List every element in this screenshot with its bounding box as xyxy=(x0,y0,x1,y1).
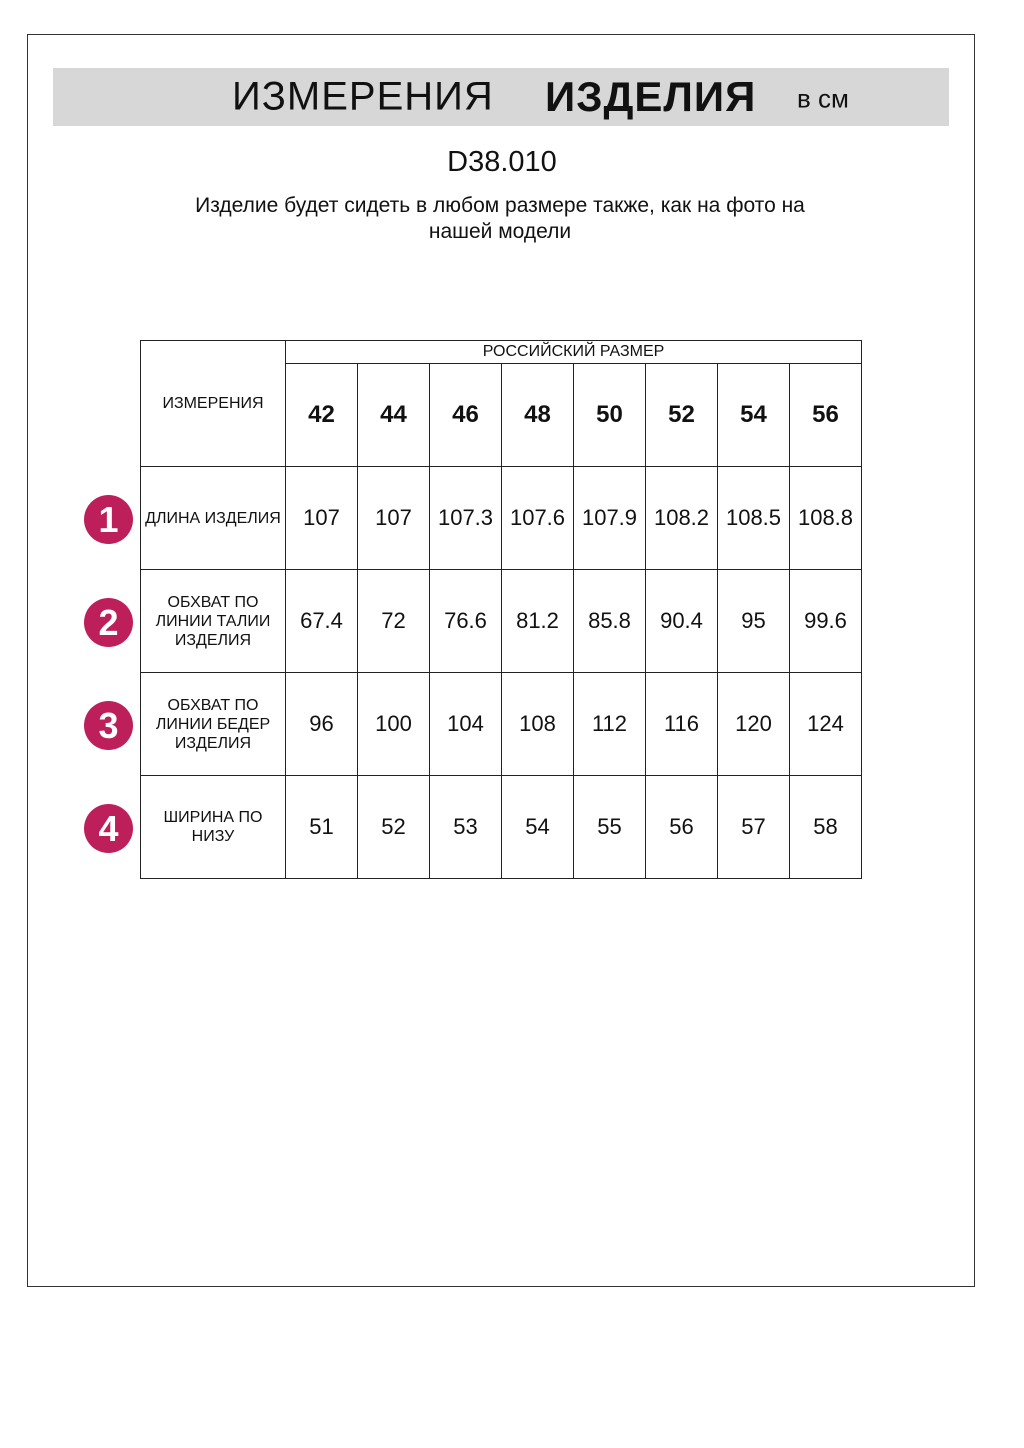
cell-value: 108.8 xyxy=(790,467,862,570)
cell-value: 76.6 xyxy=(430,570,502,673)
cell-value: 107 xyxy=(286,467,358,570)
cell-value: 55 xyxy=(574,776,646,879)
size-group-label: РОССИЙСКИЙ РАЗМЕР xyxy=(286,341,862,364)
badge-2-icon: 2 xyxy=(84,598,133,647)
row-label-hem-width: ШИРИНА ПО НИЗУ xyxy=(141,776,286,879)
badge-1-icon: 1 xyxy=(84,495,133,544)
cell-value: 112 xyxy=(574,673,646,776)
title-unit: в см xyxy=(797,83,849,114)
size-header: 52 xyxy=(646,364,718,467)
row-label-hips: ОБХВАТ ПО ЛИНИИ БЕДЕР ИЗДЕЛИЯ xyxy=(141,673,286,776)
corner-label: ИЗМЕРЕНИЯ xyxy=(141,341,286,467)
cell-value: 57 xyxy=(718,776,790,879)
title-banner xyxy=(53,68,949,126)
cell-value: 107 xyxy=(358,467,430,570)
cell-value: 99.6 xyxy=(790,570,862,673)
cell-value: 100 xyxy=(358,673,430,776)
fit-note: Изделие будет сидеть в любом размере также, как на фото на нашей модели xyxy=(195,194,805,243)
size-header: 44 xyxy=(358,364,430,467)
title-item: ИЗДЕЛИЯ xyxy=(545,73,757,120)
cell-value: 107.9 xyxy=(574,467,646,570)
cell-value: 53 xyxy=(430,776,502,879)
badge-3-icon: 3 xyxy=(84,701,133,750)
cell-value: 124 xyxy=(790,673,862,776)
cell-value: 107.6 xyxy=(502,467,574,570)
cell-value: 52 xyxy=(358,776,430,879)
size-header: 54 xyxy=(718,364,790,467)
cell-value: 81.2 xyxy=(502,570,574,673)
cell-value: 96 xyxy=(286,673,358,776)
cell-value: 67.4 xyxy=(286,570,358,673)
row-label-waist: ОБХВАТ ПО ЛИНИИ ТАЛИИ ИЗДЕЛИЯ xyxy=(141,570,286,673)
cell-value: 95 xyxy=(718,570,790,673)
size-header: 56 xyxy=(790,364,862,467)
size-header: 42 xyxy=(286,364,358,467)
cell-value: 58 xyxy=(790,776,862,879)
cell-value: 72 xyxy=(358,570,430,673)
badge-4-icon: 4 xyxy=(84,804,133,853)
cell-value: 90.4 xyxy=(646,570,718,673)
row-label-length: ДЛИНА ИЗДЕЛИЯ xyxy=(141,467,286,570)
cell-value: 56 xyxy=(646,776,718,879)
size-header: 46 xyxy=(430,364,502,467)
cell-value: 54 xyxy=(502,776,574,879)
table-row xyxy=(141,776,862,879)
table-row xyxy=(141,673,862,776)
table-row xyxy=(141,467,862,570)
table-row xyxy=(141,570,862,673)
size-header: 50 xyxy=(574,364,646,467)
cell-value: 104 xyxy=(430,673,502,776)
cell-value: 116 xyxy=(646,673,718,776)
cell-value: 85.8 xyxy=(574,570,646,673)
cell-value: 108.2 xyxy=(646,467,718,570)
cell-value: 108 xyxy=(502,673,574,776)
cell-value: 107.3 xyxy=(430,467,502,570)
size-table xyxy=(140,340,862,879)
cell-value: 108.5 xyxy=(718,467,790,570)
title-measurements: ИЗМЕРЕНИЯ xyxy=(232,74,494,119)
size-header: 48 xyxy=(502,364,574,467)
cell-value: 51 xyxy=(286,776,358,879)
cell-value: 120 xyxy=(718,673,790,776)
product-code: D38.010 xyxy=(447,146,557,178)
